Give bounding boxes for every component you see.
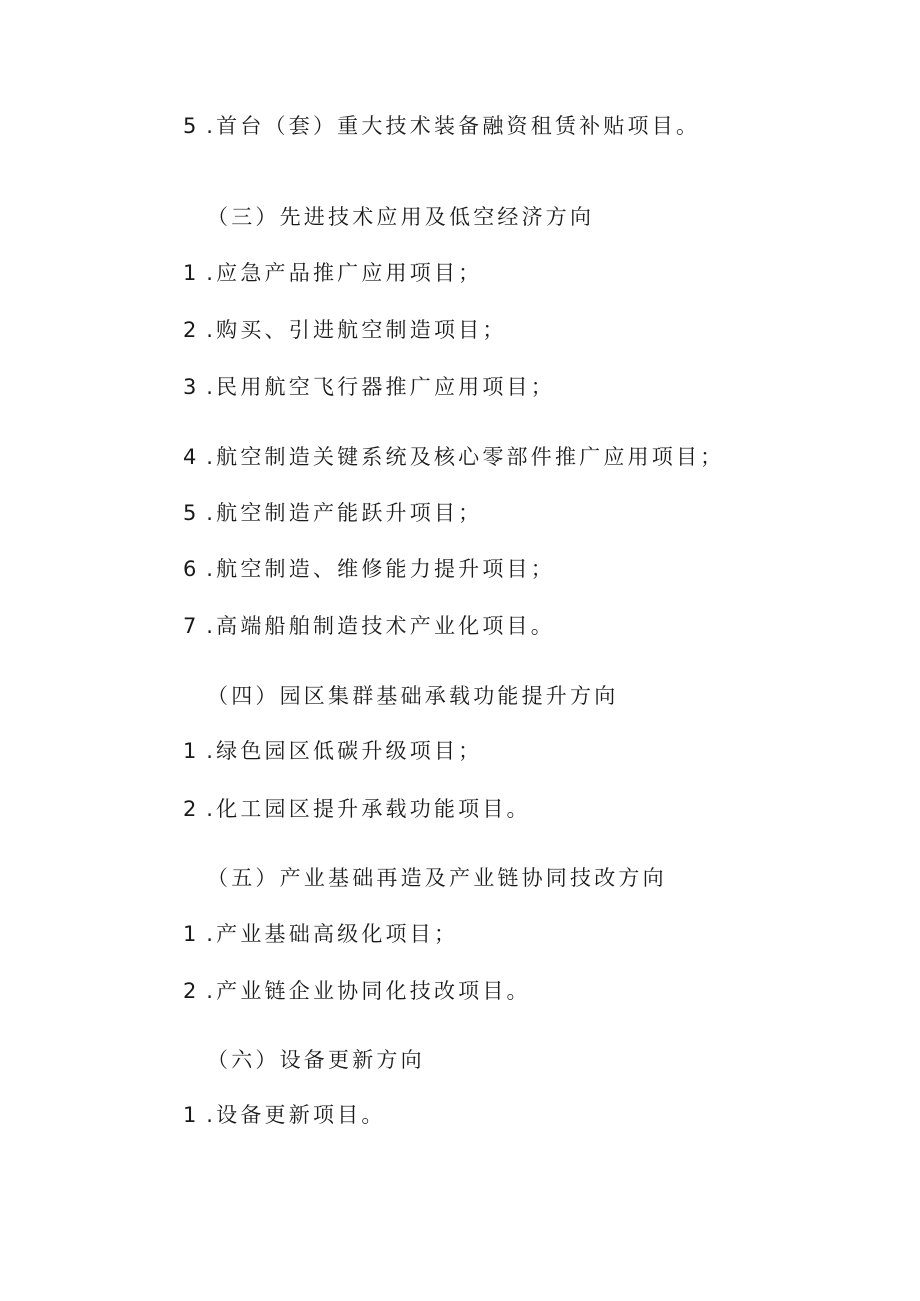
item-number: 2: [183, 979, 197, 1003]
list-item: [183, 499, 482, 527]
list-item: [183, 259, 482, 287]
item-text: .高端船舶制造技术产业化项目。: [206, 614, 555, 638]
item-text: .绿色园区低碳升级项目；: [206, 739, 483, 763]
item-number: 1: [183, 739, 197, 763]
item-text: .化工园区提升承载功能项目。: [206, 797, 531, 821]
item-number: 1: [183, 261, 197, 285]
item-number: 4: [183, 445, 197, 469]
item-text: .航空制造关键系统及核心零部件推广应用项目；: [206, 445, 725, 469]
list-item: [183, 920, 458, 948]
item-number: 6: [183, 557, 197, 581]
item-number: 5: [183, 501, 197, 525]
item-text: .民用航空飞行器推广应用项目；: [206, 375, 555, 399]
list-item: [183, 1101, 386, 1129]
section-heading: （四）园区集群基础承载功能提升方向: [207, 684, 619, 708]
list-item: [183, 443, 724, 471]
list-item: [183, 977, 531, 1005]
item-number: 7: [183, 614, 197, 638]
item-text: .产业基础高级化项目；: [206, 922, 459, 946]
list-item: [183, 373, 555, 401]
item-text: .产业链企业协同化技改项目。: [206, 979, 531, 1003]
item-text: .购买、引进航空制造项目；: [206, 318, 507, 342]
item-text: .设备更新项目。: [206, 1103, 386, 1127]
list-item: [183, 316, 507, 344]
section-heading: （六）设备更新方向: [207, 1048, 425, 1072]
list-item: [183, 112, 700, 140]
item-text: .航空制造、维修能力提升项目；: [206, 557, 555, 581]
section-heading: （五）产业基础再造及产业链协同技改方向: [207, 866, 667, 890]
item-text: .首台（套）重大技术装备融资租赁补贴项目。: [206, 114, 701, 138]
list-item: [183, 795, 531, 823]
list-item: [183, 612, 555, 640]
item-number: 2: [183, 318, 197, 342]
item-number: 5: [183, 114, 197, 138]
item-text: .应急产品推广应用项目；: [206, 261, 483, 285]
item-number: 1: [183, 1103, 197, 1127]
item-number: 2: [183, 797, 197, 821]
item-number: 3: [183, 375, 197, 399]
item-number: 1: [183, 922, 197, 946]
section-heading: （三）先进技术应用及低空经济方向: [207, 205, 595, 229]
list-item: [183, 555, 555, 583]
list-item: [183, 737, 482, 765]
item-text: .航空制造产能跃升项目；: [206, 501, 483, 525]
